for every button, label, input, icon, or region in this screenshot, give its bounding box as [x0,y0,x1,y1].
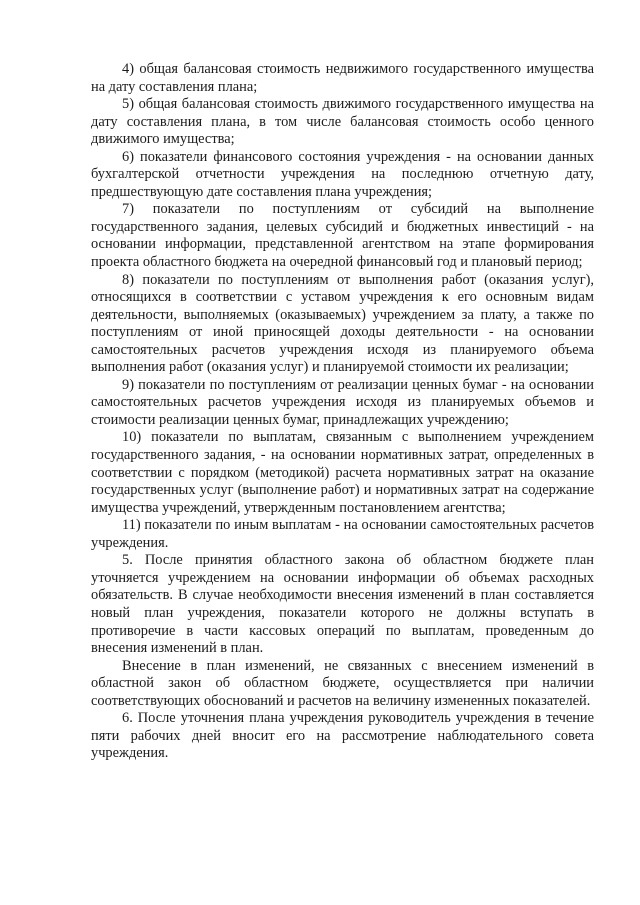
paragraph-item-7: 7) показатели по поступлениям от субсидий на выполнение государственного задания, целевых субсидий и бюджетных инвестиций - на основании информации, представленной агентством на этапе формирования проекта областного бюджета на очередной финансовый год и плановый период; [91,201,594,271]
paragraph-item-10: 10) показатели по выплатам, связанным с выполнением учреждением государственного задания, - на основании нормативных затрат, определенных в соответствии с порядком (методикой) расчета нормативных затрат на оказание государственных услуг (выполнение работ) и нормативных затрат на содержание имущества учреждений, утвержденным постановлением агентства; [91,429,594,516]
paragraph-item-9: 9) показатели по поступлениям от реализации ценных бумаг - на основании самостоятельных расчетов учреждения исходя из планируемых объемов и стоимости реализации ценных бумаг, принадлежащих учреждению; [91,376,594,428]
paragraph-item-5: 5) общая балансовая стоимость движимого государственного имущества на дату составления плана, в том числе балансовая стоимость особо ценного движимого имущества; [91,96,594,148]
paragraph-clause-6: 6. После уточнения плана учреждения руководитель учреждения в течение пяти рабочих дней вносит его на рассмотрение наблюдательного совета учреждения. [91,710,594,762]
paragraph-amendments: Внесение в план изменений, не связанных с внесением изменений в областной закон об областном бюджете, осуществляется при наличии соответствующих обоснований и расчетов на величину измененных показателей. [91,657,594,709]
paragraph-item-4: 4) общая балансовая стоимость недвижимого государственного имущества на дату составления плана; [91,61,594,95]
paragraph-clause-5: 5. После принятия областного закона об областном бюджете план уточняется учреждением на основании информации об объемах расходных обязательств. В случае необходимости внесения изменений в план составляется новый план учреждения, показатели которого не должны вступать в противоречие в части кассовых операций по выплатам, проведенным до внесения изменений в план. [91,552,594,657]
paragraph-item-6: 6) показатели финансового состояния учреждения - на основании данных бухгалтерской отчетности учреждения на последнюю отчетную дату, предшествующую дате составления плана учреждения; [91,148,594,200]
paragraph-item-11: 11) показатели по иным выплатам - на основании самостоятельных расчетов учреждения. [91,517,594,551]
document-body [91,61,594,763]
paragraph-item-8: 8) показатели по поступлениям от выполнения работ (оказания услуг), относящихся в соответствии с уставом учреждения к его основным видам деятельности, выполняемых (оказываемых) учреждением за плату, а также по поступлениям от иной приносящей доходы деятельности - на основании самостоятельных расчетов учреждения исходя из планируемого объема выполнения работ (оказания услуг) и планируемой стоимости их реализации; [91,271,594,376]
